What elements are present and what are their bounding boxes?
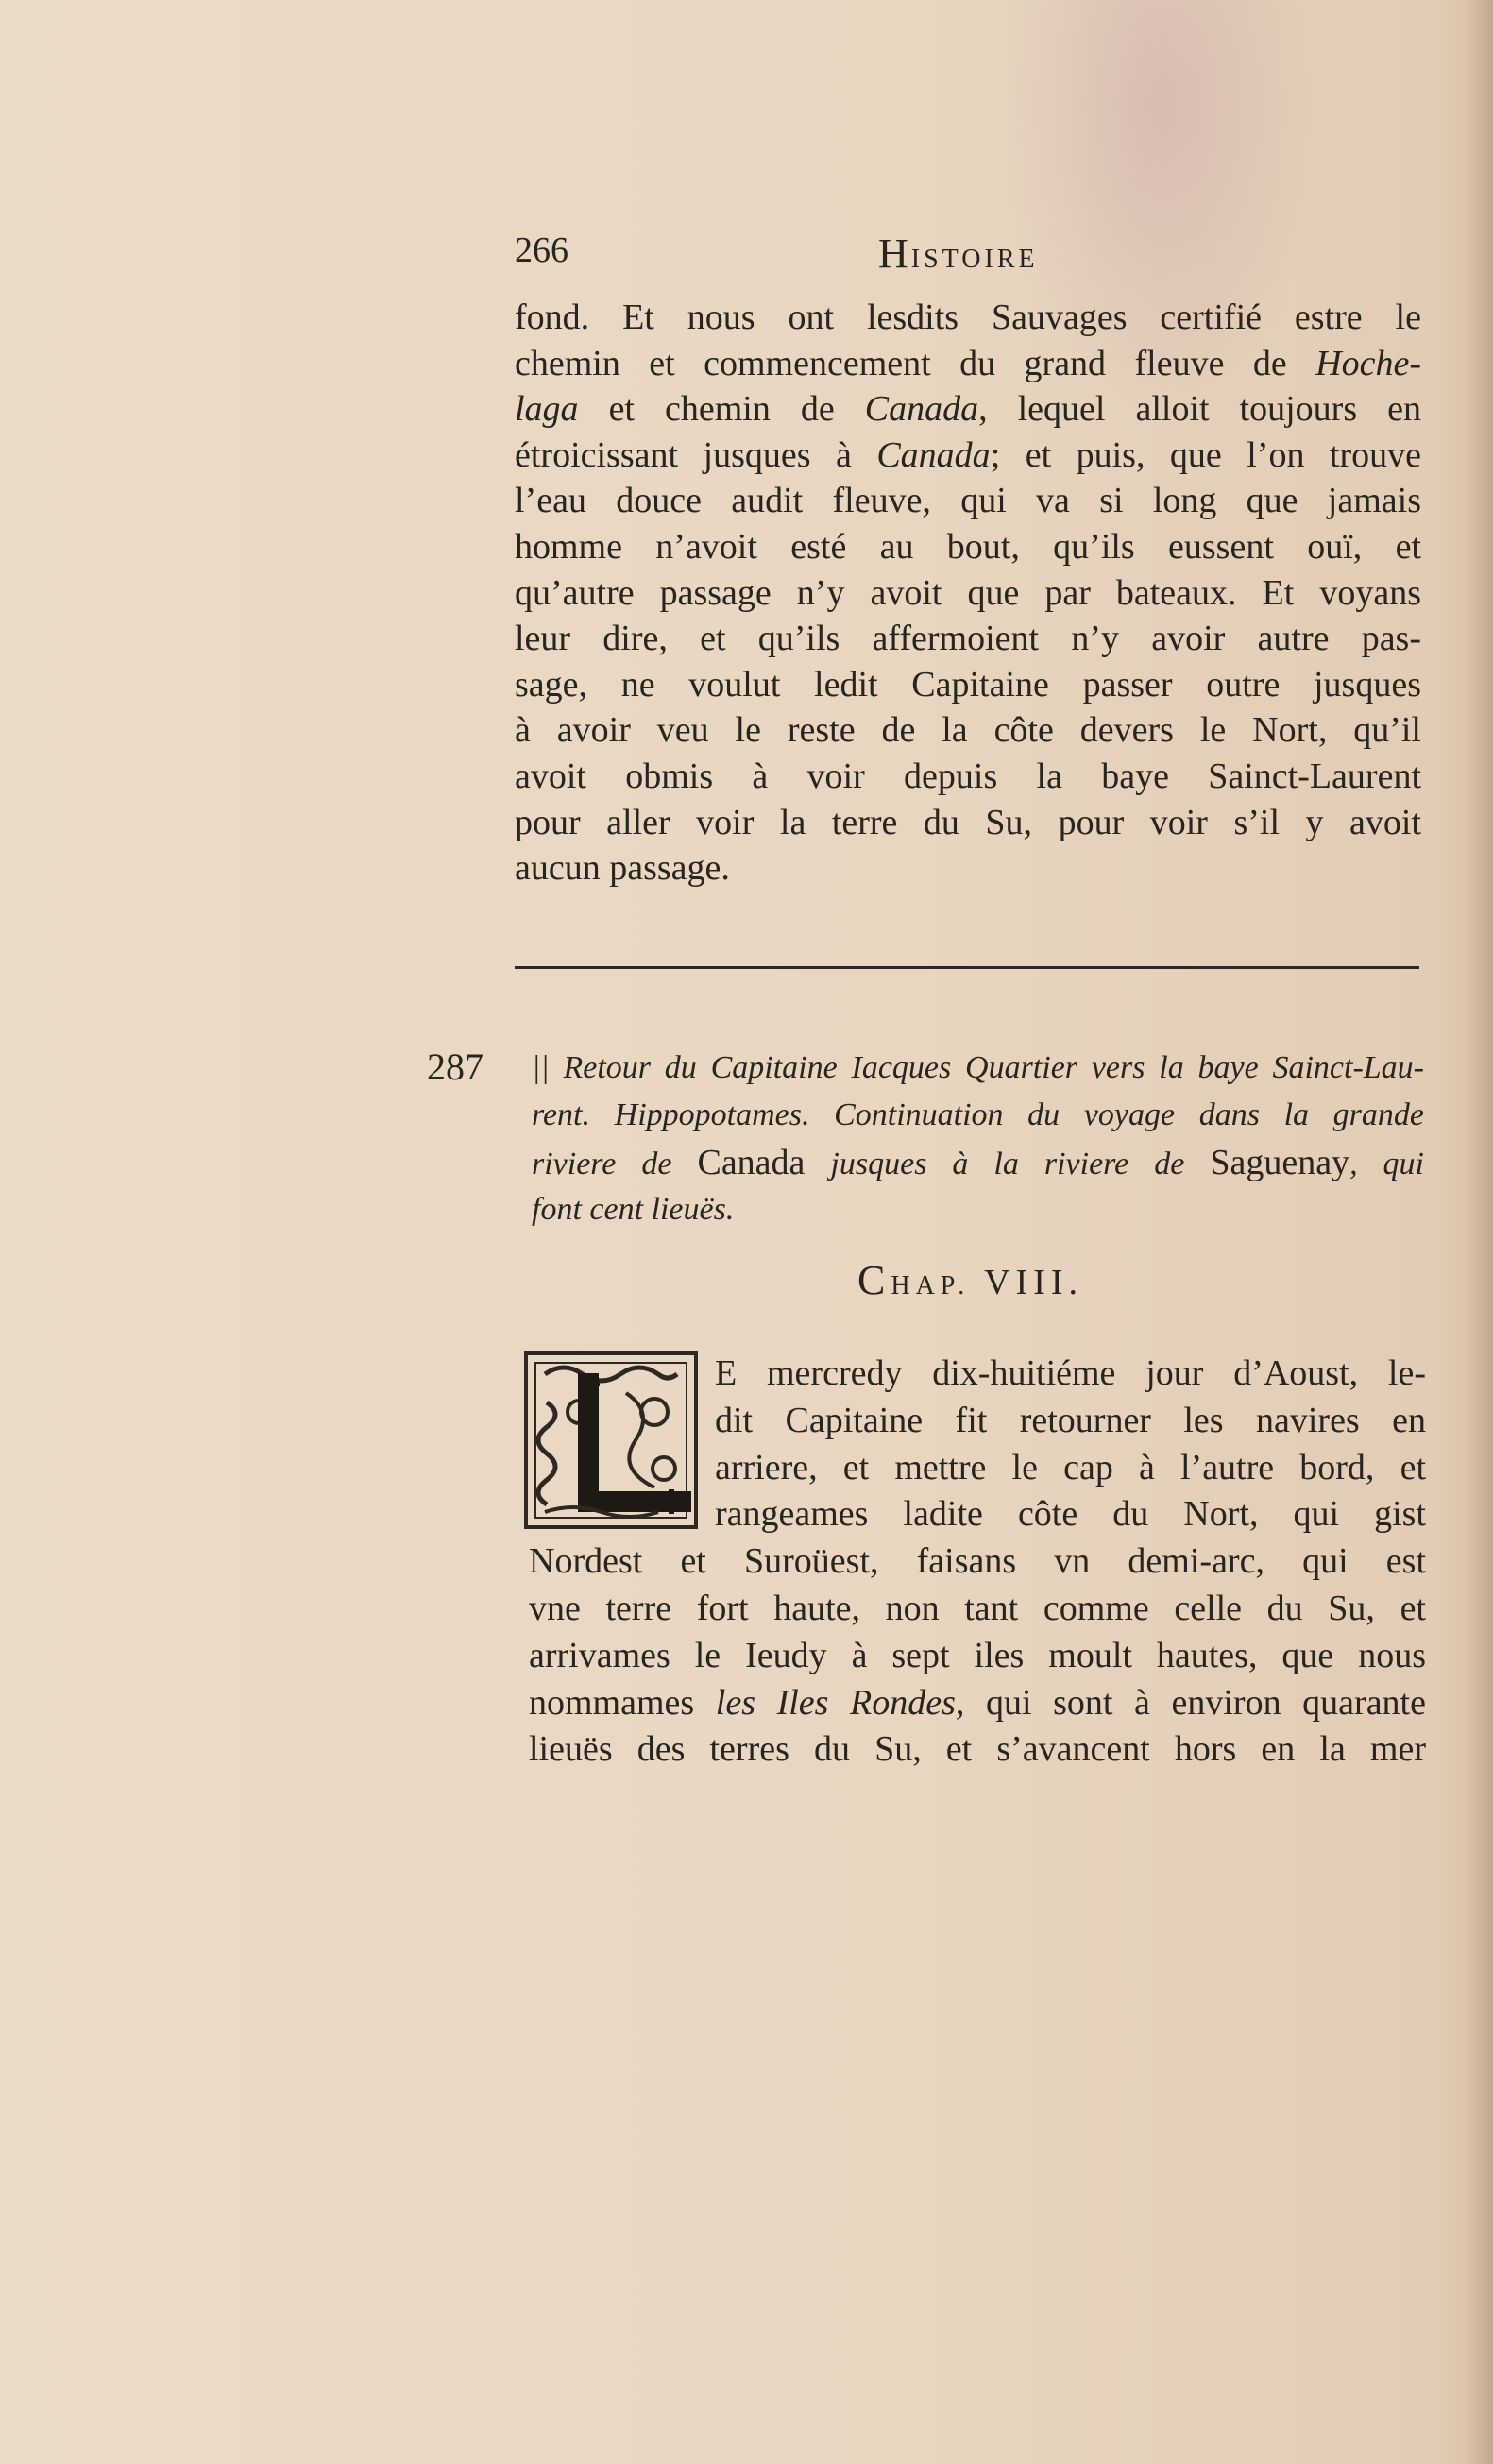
running-head-rest: ISTOIRE: [910, 245, 1039, 274]
body-line: leur dire, et qu’ils affermoient n’y avoir autre pas-: [515, 619, 1421, 659]
body-line: sage, ne voulut ledit Capitaine passer outre jusques: [515, 664, 1421, 705]
body-line: qu’autre passage n’y avoit que par bateaux. Et voyans: [515, 572, 1421, 613]
summary-line: rent. Hippopotames. Continuation du voyage dans la grande: [532, 1097, 1424, 1132]
body-line: avoit obmis à voir depuis la baye Sainct-Laurent: [515, 756, 1421, 796]
body-text: [515, 295, 1421, 892]
running-head-initial: H: [878, 230, 911, 277]
body-line: chemin et commencement du grand fleuve de Hoche-: [515, 343, 1421, 383]
chapter-line: rangeames ladite côte du Nort, qui gist: [715, 1494, 1426, 1535]
running-head: [878, 229, 1039, 278]
summary-line: riviere de Canada jusques à la riviere de Saguenay, qui: [532, 1143, 1425, 1182]
body-line: homme n’avoit esté au bout, qu’ils eussent ouï, et: [515, 526, 1421, 567]
chapter-line: arriere, et mettre le cap à l’autre bord, et: [715, 1447, 1426, 1487]
chapter-text: [529, 1351, 1426, 1774]
body-line: laga et chemin de Canada, lequel alloit toujours en: [515, 389, 1421, 430]
chapter-line: Nordest et Suroüest, faisans vn demi-arc, qui est: [529, 1541, 1426, 1582]
chapter-line: nommames les Iles Rondes, qui sont à environ quarante: [529, 1682, 1426, 1723]
body-line: l’eau douce audit fleuve, qui va si long que jamais: [515, 481, 1421, 521]
summary-line: font cent lieuës.: [532, 1192, 735, 1227]
page-edge-shadow: [1467, 0, 1493, 2464]
body-line: pour aller voir la terre du Su, pour voir s’il y avoit: [515, 802, 1421, 842]
page-header: [515, 229, 1421, 277]
chapter-line: lieuës des terres du Su, et s’avancent hors en la mer: [529, 1729, 1426, 1770]
body-line: fond. Et nous ont lesdits Sauvages certifié estre le: [515, 297, 1421, 337]
chapter-summary: [532, 1045, 1424, 1233]
chapter-line: arrivames le Ieudy à sept iles moult hautes, que nous: [529, 1635, 1426, 1675]
chapter-line: dit Capitaine fit retourner les navires en: [715, 1400, 1426, 1440]
chapter-heading: CHAP. VIII.: [857, 1257, 1084, 1303]
page-number: 266: [515, 230, 568, 270]
body-line: à avoir veu le reste de la côte devers le Nort, qu’il: [515, 710, 1421, 751]
body-line: aucun passage.: [515, 848, 730, 889]
chapter-line: E mercredy dix-huitiéme jour d’Aoust, le-: [715, 1353, 1426, 1393]
margin-page-number: 287: [427, 1045, 484, 1088]
section-divider: [515, 966, 1419, 969]
chapter-line: vne terre fort haute, non tant comme celle du Su, et: [529, 1588, 1426, 1628]
body-line: étroicissant jusques à Canada; et puis, que l’on trouve: [515, 434, 1421, 475]
summary-line: || Retour du Capitaine Iacques Quartier vers la baye Sainct-Lau-: [532, 1050, 1424, 1085]
